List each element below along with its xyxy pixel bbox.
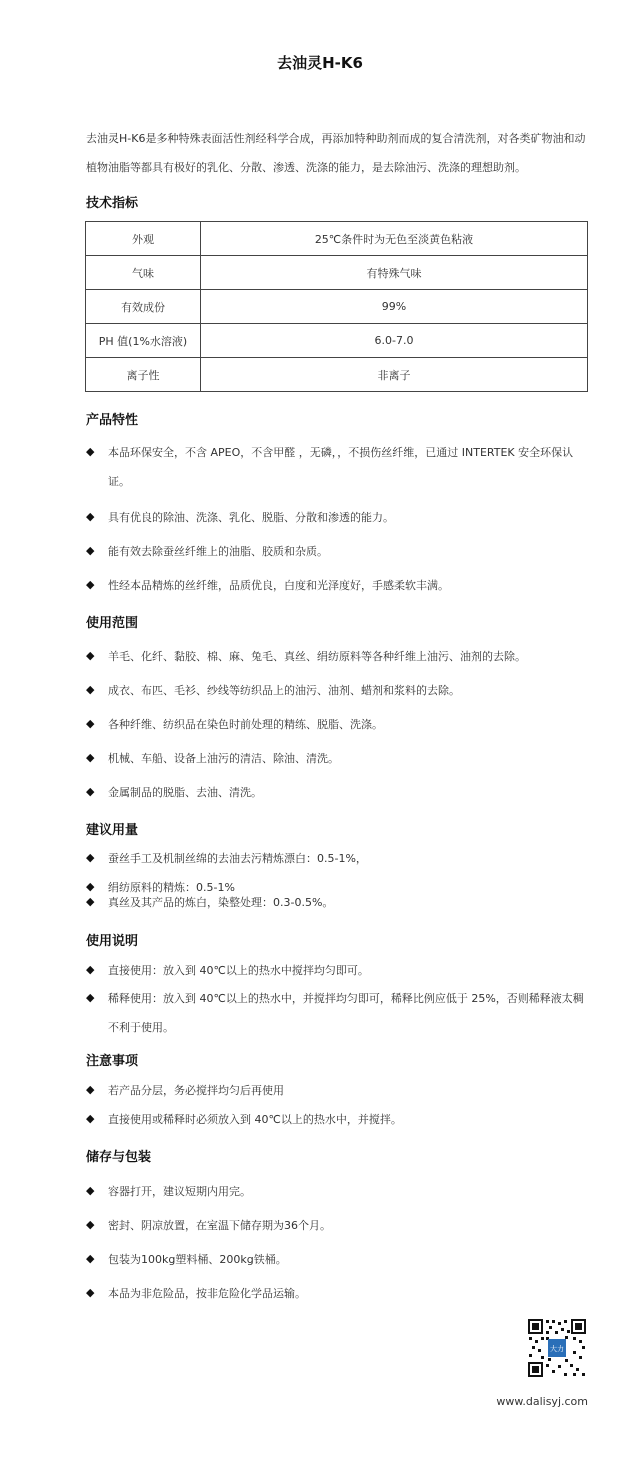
- list-item: [86, 1211, 588, 1240]
- notes-heading: 注意事项: [86, 1054, 139, 1069]
- list-item-text: 若产品分层，务必搅拌均匀后再使用: [108, 1084, 284, 1097]
- list-item: [86, 1279, 588, 1308]
- spec-table: [85, 221, 588, 392]
- list-item: [86, 956, 588, 985]
- bullet-icon: ◆: [86, 649, 95, 662]
- table-row: [86, 324, 588, 358]
- table-row: [86, 358, 588, 392]
- qr-logo-text: 大力: [550, 1345, 564, 1353]
- list-item-text: 密封、阴凉放置，在室温下储存期为36个月。: [108, 1219, 331, 1232]
- list-item-text: 成衣、布匹、毛衫、纱线等纺织品上的油污、油剂、蜡剂和浆料的去除。: [108, 684, 460, 697]
- spec-key: 离子性: [86, 358, 201, 392]
- table-row: [86, 256, 588, 290]
- list-item-text: 本品环保安全，不含 APEO，不含甲醛 ，无磷，，不损伤丝纤维，已通过 INTERTEK 安全环保认证。: [108, 446, 574, 488]
- list-item-text: 直接使用或稀释时必须放入到 40℃以上的热水中，并搅拌。: [108, 1113, 402, 1126]
- spec-value: 99%: [201, 290, 588, 324]
- list-item-text: 性经本品精炼的丝纤维，品质优良，白度和光泽度好，手感柔软丰满。: [108, 579, 449, 592]
- list-item-text: 本品为非危险品，按非危险化学品运输。: [108, 1287, 306, 1300]
- list-item: [86, 895, 588, 911]
- list-item: [86, 438, 588, 496]
- list-item: [86, 1076, 588, 1105]
- table-row: [86, 290, 588, 324]
- spec-key: PH 值(1%水溶液): [86, 324, 201, 358]
- bullet-icon: ◆: [86, 785, 95, 798]
- bullet-icon: ◆: [86, 963, 95, 976]
- list-item: [86, 642, 588, 671]
- list-item: [86, 537, 588, 566]
- list-item-text: 容器打开，建议短期内用完。: [108, 1185, 251, 1198]
- list-item-text: 各种纤维、纺织品在染色时前处理的精练、脱脂、洗涤。: [108, 718, 383, 731]
- list-item-text: 羊毛、化纤、黏胶、棉、麻、兔毛、真丝、绢纺原料等各种纤维上油污、油剂的去除。: [108, 650, 526, 663]
- list-item: [86, 851, 588, 867]
- bullet-icon: ◆: [86, 880, 95, 893]
- usage-heading: 使用说明: [86, 934, 139, 949]
- bullet-icon: ◆: [86, 1218, 95, 1231]
- spec-value: 25℃条件时为无色至淡黄色粘液: [201, 222, 588, 256]
- list-item-text: 直接使用：放入到 40℃以上的热水中搅拌均匀即可。: [108, 964, 369, 977]
- bullet-icon: ◆: [86, 578, 95, 591]
- features-heading: 产品特性: [86, 413, 139, 428]
- bullet-icon: ◆: [86, 445, 95, 458]
- bullet-icon: ◆: [86, 1112, 95, 1125]
- list-item: [86, 744, 588, 773]
- dosage-heading: 建议用量: [86, 823, 139, 838]
- spec-heading: 技术指标: [86, 196, 139, 211]
- bullet-icon: ◆: [86, 751, 95, 764]
- list-item: [86, 503, 588, 532]
- list-item: [86, 880, 588, 896]
- spec-key: 有效成份: [86, 290, 201, 324]
- bullet-icon: ◆: [86, 1083, 95, 1096]
- list-item-text: 具有优良的除油、洗涤、乳化、脱脂、分散和渗透的能力。: [108, 511, 394, 524]
- bullet-icon: ◆: [86, 1252, 95, 1265]
- bullet-icon: ◆: [86, 683, 95, 696]
- spec-value: 6.0-7.0: [201, 324, 588, 358]
- website-url: www.dalisyj.com: [496, 1395, 588, 1408]
- list-item-text: 真丝及其产品的炼白，染整处理：0.3-0.5%。: [108, 896, 334, 909]
- bullet-icon: ◆: [86, 1184, 95, 1197]
- list-item: [86, 778, 588, 807]
- list-item: [86, 1245, 588, 1274]
- spec-key: 气味: [86, 256, 201, 290]
- list-item-text: 能有效去除蚕丝纤维上的油脂、胶质和杂质。: [108, 545, 328, 558]
- table-row: [86, 222, 588, 256]
- list-item: [86, 984, 588, 1042]
- spec-key: 外观: [86, 222, 201, 256]
- list-item: [86, 710, 588, 739]
- list-item-text: 蚕丝手工及机制丝绵的去油去污精炼漂白：0.5-1%，: [108, 852, 367, 865]
- list-item-text: 机械、车船、设备上油污的清洁、除油、清洗。: [108, 752, 339, 765]
- list-item: [86, 1105, 588, 1134]
- bullet-icon: ◆: [86, 510, 95, 523]
- list-item: [86, 676, 588, 705]
- product-title: 去油灵H-K6: [277, 54, 363, 72]
- bullet-icon: ◆: [86, 991, 95, 1004]
- list-item-text: 绢纺原料的精炼：0.5-1%: [108, 881, 235, 894]
- spec-value: 非离子: [201, 358, 588, 392]
- list-item: [86, 1177, 588, 1206]
- intro-paragraph: 去油灵H-K6是多种特殊表面活性剂经科学合成，再添加特种助剂而成的复合清洗剂，对各类矿物油和动植物油脂等都具有极好的乳化、分散、渗透、洗涤的能力，是去除油污、洗涤的理想助剂。: [86, 132, 586, 174]
- list-item: [86, 571, 588, 600]
- storage-heading: 储存与包装: [86, 1150, 152, 1165]
- scope-heading: 使用范围: [86, 616, 139, 631]
- bullet-icon: ◆: [86, 895, 95, 908]
- list-item-text: 稀释使用：放入到 40℃以上的热水中，并搅拌均匀即可，稀释比例应低于 25%，否则稀释液太稠不利于使用。: [108, 992, 584, 1034]
- qr-code: [527, 1318, 587, 1378]
- bullet-icon: ◆: [86, 1286, 95, 1299]
- bullet-icon: ◆: [86, 851, 95, 864]
- list-item-text: 包装为100kg塑料桶、200kg铁桶。: [108, 1253, 287, 1266]
- bullet-icon: ◆: [86, 717, 95, 730]
- spec-value: 有特殊气味: [201, 256, 588, 290]
- bullet-icon: ◆: [86, 544, 95, 557]
- list-item-text: 金属制品的脱脂、去油、清洗。: [108, 786, 262, 799]
